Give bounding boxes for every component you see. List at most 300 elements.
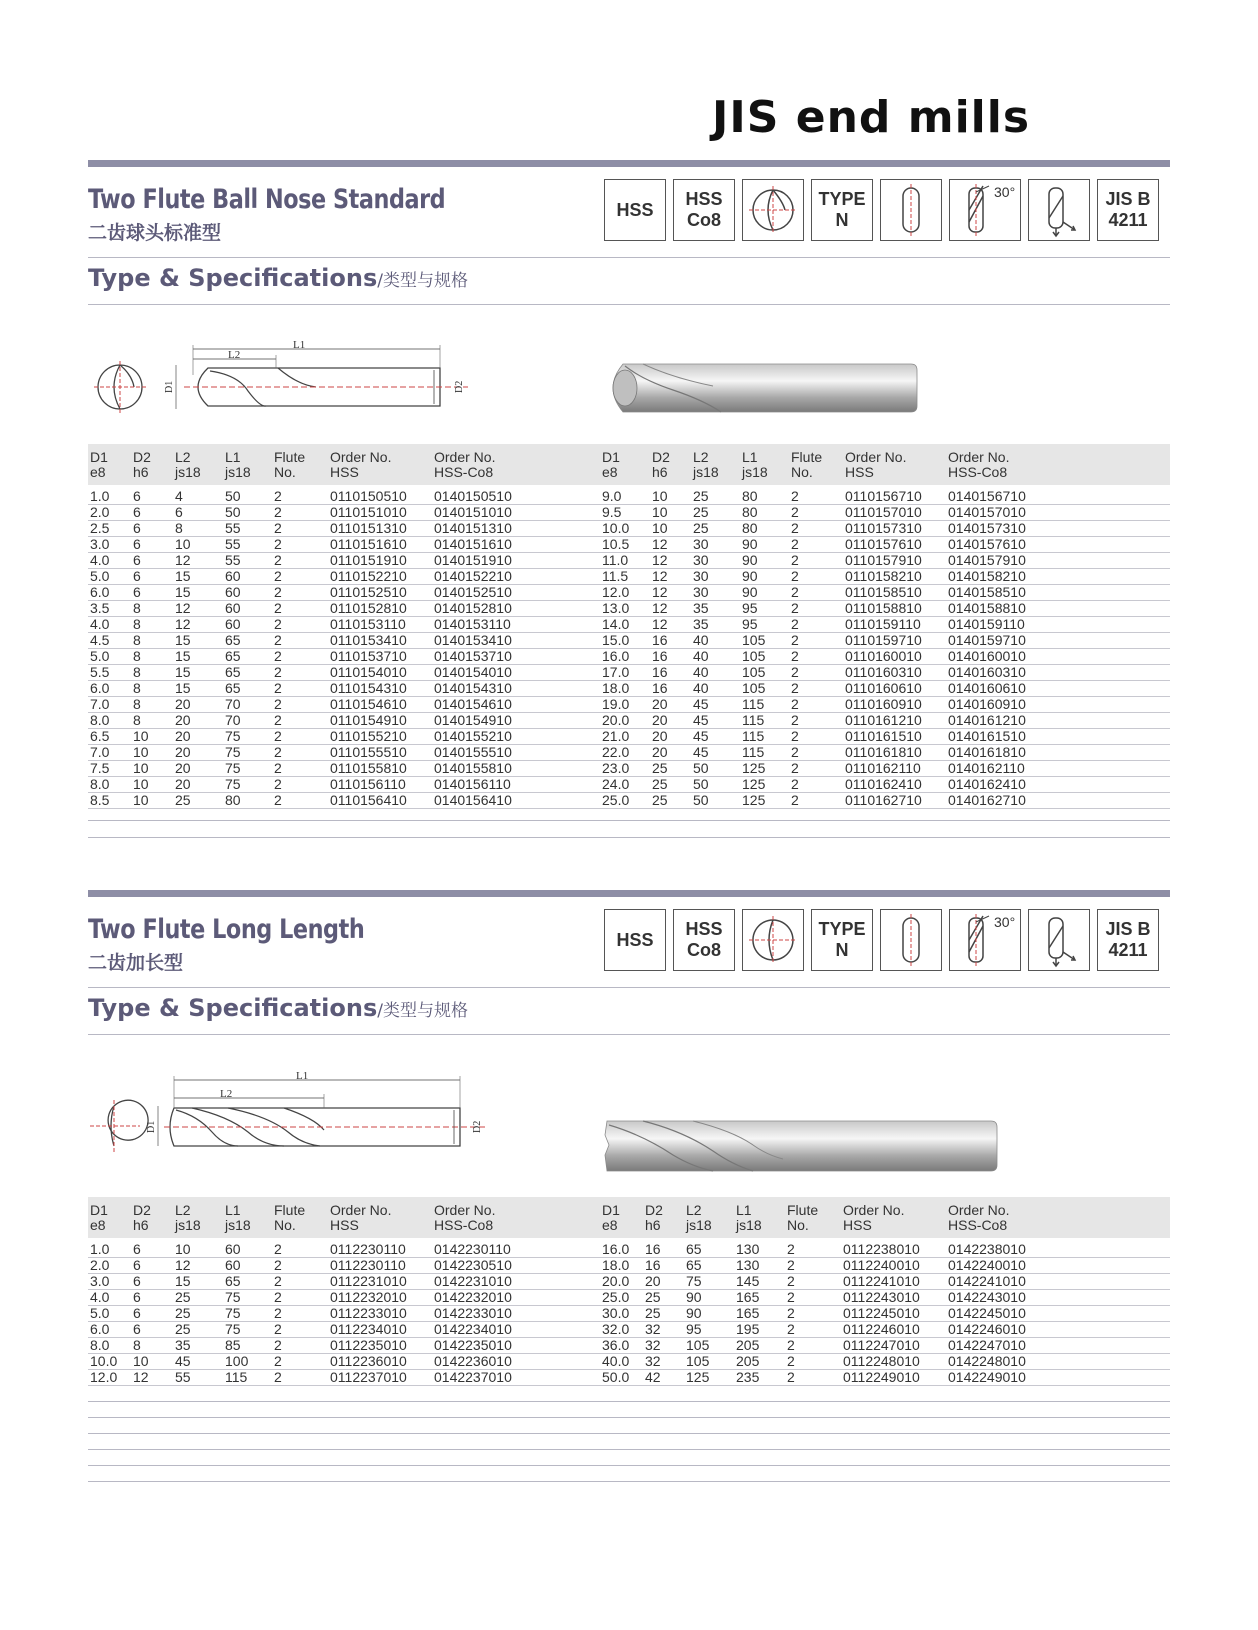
cell-l1: 115 — [742, 744, 765, 760]
cell-l2: 30 — [693, 552, 709, 568]
table-row — [88, 648, 1170, 665]
cell-order-hss: 0110159710 — [845, 632, 922, 648]
divider — [88, 304, 1170, 305]
cell-l2: 25 — [175, 1289, 191, 1305]
cell-order-co8: 0140154010 — [434, 664, 512, 680]
col-l2-tol: js18 — [175, 464, 201, 480]
helix-angle-icon — [949, 909, 1021, 971]
cell-d2: 6 — [133, 1241, 141, 1257]
cell-l2: 30 — [693, 568, 709, 584]
cell-l2: 15 — [175, 664, 191, 680]
cell-flute: 2 — [274, 1241, 282, 1257]
cell-l2: 8 — [175, 520, 183, 536]
cell-d2: 10 — [133, 760, 149, 776]
cell-l1: 195 — [736, 1321, 760, 1337]
cell-d2: 20 — [645, 1273, 661, 1289]
cell-order-hss: 0112230110 — [330, 1257, 406, 1273]
cell-l1: 75 — [225, 1289, 241, 1305]
cell-l1: 165 — [736, 1289, 760, 1305]
cell-l2: 20 — [175, 776, 191, 792]
cell-d1: 4.0 — [90, 552, 110, 568]
cell-flute: 2 — [791, 760, 799, 776]
cell-l1: 60 — [225, 616, 241, 632]
cell-d2: 25 — [652, 792, 668, 808]
end-mill-section-icon — [742, 909, 804, 971]
cell-l1: 205 — [736, 1337, 760, 1353]
badge-hss-label: HSS — [616, 199, 654, 220]
cell-l2: 35 — [175, 1337, 191, 1353]
cell-d2: 20 — [652, 744, 668, 760]
cell-order-co8: 0140151310 — [434, 520, 512, 536]
cell-d1: 11.0 — [602, 552, 629, 568]
cell-order-hss: 0110154610 — [330, 696, 407, 712]
col-order-hss: Order No. — [845, 449, 907, 465]
cell-order-co8: 0140162110 — [948, 760, 1025, 776]
cell-l1: 115 — [742, 712, 765, 728]
cell-order-co8: 0140154910 — [434, 712, 512, 728]
col-flute: Flute — [787, 1202, 819, 1218]
badge-hss — [604, 909, 666, 971]
cell-d1: 16.0 — [602, 648, 630, 664]
cell-order-co8: 0140161510 — [948, 728, 1026, 744]
spec-heading-cn: /类型与规格 — [377, 1001, 468, 1021]
cell-l2: 20 — [175, 760, 191, 776]
cell-flute: 2 — [274, 1321, 282, 1337]
cell-l1: 115 — [742, 696, 765, 712]
cell-l2: 20 — [175, 712, 191, 728]
spec-heading-en: Type & Specifications — [88, 264, 378, 292]
cell-order-co8: 0140157610 — [948, 536, 1026, 552]
cell-l1: 65 — [225, 632, 241, 648]
cell-order-co8: 0142241010 — [948, 1273, 1026, 1289]
cell-order-co8: 0142243010 — [948, 1289, 1026, 1305]
cell-d2: 12 — [652, 552, 668, 568]
cell-order-co8: 0142232010 — [434, 1289, 512, 1305]
cell-d1: 1.0 — [90, 488, 110, 504]
cell-order-co8: 0140161210 — [948, 712, 1026, 728]
cell-order-co8: 0142230110 — [434, 1241, 511, 1257]
cell-d1: 2.0 — [90, 1257, 110, 1273]
cell-l1: 75 — [225, 728, 241, 744]
cell-l1: 90 — [742, 584, 758, 600]
cell-d1: 5.5 — [90, 664, 110, 680]
cell-order-hss: 0110162110 — [845, 760, 921, 776]
cell-l2: 15 — [175, 680, 191, 696]
cell-l2: 12 — [175, 600, 191, 616]
cell-flute: 2 — [787, 1289, 795, 1305]
table-row — [88, 504, 1170, 521]
cell-order-co8: 0142248010 — [948, 1353, 1026, 1369]
cell-d1: 7.5 — [90, 760, 110, 776]
cell-flute: 2 — [274, 584, 282, 600]
cell-flute: 2 — [791, 600, 799, 616]
cell-order-hss: 0110160310 — [845, 664, 922, 680]
cell-order-co8: 0142237010 — [434, 1369, 512, 1385]
divider — [88, 1034, 1170, 1035]
cell-d2: 6 — [133, 520, 141, 536]
cell-d2: 6 — [133, 1289, 141, 1305]
cell-flute: 2 — [274, 632, 282, 648]
badge-hss-co8 — [673, 909, 735, 971]
cell-l1: 75 — [225, 1305, 241, 1321]
col-d2-tol: h6 — [133, 1217, 149, 1233]
cell-l1: 50 — [225, 504, 241, 520]
cell-order-hss: 0110155510 — [330, 744, 407, 760]
cell-order-co8: 0140152210 — [434, 568, 512, 584]
page-title: JIS end mills — [712, 92, 1031, 143]
cell-order-co8: 0142235010 — [434, 1337, 512, 1353]
dim-l1-label: L1 — [296, 1070, 309, 1082]
cell-l1: 105 — [742, 680, 766, 696]
cell-flute: 2 — [274, 1369, 282, 1385]
cell-order-co8: 0140154610 — [434, 696, 512, 712]
col-order-hss: Order No. — [843, 1202, 905, 1218]
cell-d1: 18.0 — [602, 680, 630, 696]
cell-d2: 20 — [652, 728, 668, 744]
cell-flute: 2 — [274, 792, 282, 808]
cell-l2: 25 — [175, 1321, 191, 1337]
col-order-co8: Order No. — [948, 449, 1010, 465]
cell-l2: 50 — [693, 776, 709, 792]
cell-d1: 15.0 — [602, 632, 630, 648]
cell-l2: 6 — [175, 504, 183, 520]
cell-d2: 25 — [652, 760, 668, 776]
cell-d1: 10.0 — [602, 520, 630, 536]
divider — [88, 987, 1170, 988]
cell-flute: 2 — [787, 1273, 795, 1289]
table-row — [88, 792, 1170, 809]
col-order-hss-sub: HSS — [845, 464, 874, 480]
table-row — [88, 680, 1170, 697]
section-ball-nose-standard — [88, 160, 1170, 850]
cell-order-co8: 0140151910 — [434, 552, 512, 568]
col-flute: Flute — [274, 449, 306, 465]
cell-d2: 16 — [652, 680, 668, 696]
cell-flute: 2 — [787, 1241, 795, 1257]
cell-flute: 2 — [787, 1353, 795, 1369]
cell-d1: 8.0 — [90, 712, 110, 728]
cell-l1: 80 — [742, 488, 758, 504]
cell-d1: 20.0 — [602, 712, 630, 728]
col-d1: D1 — [602, 449, 620, 465]
cell-d2: 10 — [652, 488, 668, 504]
cell-order-co8: 0140162710 — [948, 792, 1026, 808]
cell-order-hss: 0110156410 — [330, 792, 407, 808]
cell-l1: 60 — [225, 584, 241, 600]
col-flute-no: No. — [787, 1217, 809, 1233]
cell-d2: 6 — [133, 1321, 141, 1337]
section-top-bar — [88, 890, 1170, 897]
cell-l2: 25 — [175, 792, 191, 808]
cell-order-co8: 0140153710 — [434, 648, 512, 664]
cell-l2: 15 — [175, 568, 191, 584]
cell-l1: 95 — [742, 616, 758, 632]
cell-d1: 2.5 — [90, 520, 110, 536]
col-d1-tol: e8 — [90, 464, 106, 480]
table-row — [88, 696, 1170, 713]
cell-order-hss: 0110160010 — [845, 648, 922, 664]
col-flute: Flute — [274, 1202, 306, 1218]
cell-d2: 6 — [133, 1273, 141, 1289]
cell-flute: 2 — [791, 536, 799, 552]
cell-l2: 12 — [175, 616, 191, 632]
cell-l1: 85 — [225, 1337, 241, 1353]
cell-flute: 2 — [274, 728, 282, 744]
cell-order-hss: 0112238010 — [843, 1241, 920, 1257]
cell-order-hss: 0112231010 — [330, 1273, 407, 1289]
col-order-hss-sub: HSS — [330, 464, 359, 480]
cell-flute: 2 — [274, 648, 282, 664]
cell-flute: 2 — [791, 680, 799, 696]
badge-type-n — [811, 179, 873, 241]
cell-l1: 90 — [742, 552, 758, 568]
col-l1: L1 — [225, 1202, 241, 1218]
cell-d2: 8 — [133, 648, 141, 664]
table-row — [88, 552, 1170, 569]
cell-flute: 2 — [787, 1337, 795, 1353]
cell-order-hss: 0110162710 — [845, 792, 922, 808]
cell-l2: 25 — [693, 520, 709, 536]
cell-l2: 15 — [175, 648, 191, 664]
cell-l2: 35 — [693, 616, 709, 632]
cell-order-hss: 0110161510 — [845, 728, 922, 744]
dim-d1-label: D1 — [164, 380, 175, 393]
ball-nose-tool-image — [603, 360, 923, 416]
cell-l2: 15 — [175, 632, 191, 648]
dim-l2-label: L2 — [228, 349, 241, 361]
cell-d2: 25 — [652, 776, 668, 792]
cell-d2: 10 — [133, 776, 149, 792]
cell-order-co8: 0140153410 — [434, 632, 512, 648]
cell-order-hss: 0110162410 — [845, 776, 922, 792]
cell-l2: 105 — [686, 1337, 710, 1353]
col-flute-no: No. — [791, 464, 813, 480]
cell-order-hss: 0112245010 — [843, 1305, 920, 1321]
cell-order-co8: 0140157910 — [948, 552, 1026, 568]
cell-flute: 2 — [791, 664, 799, 680]
cell-d2: 32 — [645, 1353, 661, 1369]
cell-d1: 50.0 — [602, 1369, 630, 1385]
cell-order-hss: 0112232010 — [330, 1289, 407, 1305]
cell-l1: 130 — [736, 1241, 760, 1257]
cell-l2: 55 — [175, 1369, 191, 1385]
cell-flute: 2 — [274, 520, 282, 536]
cell-order-hss: 0110151310 — [330, 520, 407, 536]
cell-order-co8: 0140158810 — [948, 600, 1026, 616]
cell-l1: 70 — [225, 712, 241, 728]
cell-order-hss: 0112249010 — [843, 1369, 920, 1385]
table-row — [88, 744, 1170, 761]
table-row — [88, 616, 1170, 633]
table-row — [88, 760, 1170, 777]
cell-d1: 8.5 — [90, 792, 110, 808]
cell-flute: 2 — [791, 584, 799, 600]
col-d1: D1 — [90, 449, 108, 465]
badge-hss-co8-line2: Co8 — [686, 940, 721, 960]
col-flute-no: No. — [274, 1217, 296, 1233]
cell-flute: 2 — [787, 1305, 795, 1321]
col-flute: Flute — [791, 449, 823, 465]
cell-d1: 11.5 — [602, 568, 629, 584]
table-row — [88, 536, 1170, 553]
cell-flute: 2 — [274, 1257, 282, 1273]
spec-heading — [88, 264, 468, 292]
cell-order-hss: 0112247010 — [843, 1337, 920, 1353]
cell-d1: 7.0 — [90, 744, 110, 760]
cell-flute: 2 — [791, 632, 799, 648]
cell-order-hss: 0110157910 — [845, 552, 922, 568]
cell-l1: 95 — [742, 600, 758, 616]
cell-order-co8: 0142238010 — [948, 1241, 1026, 1257]
cell-l1: 115 — [225, 1369, 248, 1385]
cell-d1: 6.0 — [90, 1321, 110, 1337]
table-row — [88, 712, 1170, 729]
cell-d2: 6 — [133, 584, 141, 600]
cell-l1: 125 — [742, 792, 766, 808]
cell-d2: 42 — [645, 1369, 661, 1385]
cell-l2: 12 — [175, 552, 191, 568]
cell-order-co8: 0142240010 — [948, 1257, 1026, 1273]
col-flute-no: No. — [274, 464, 296, 480]
cell-order-co8: 0142231010 — [434, 1273, 512, 1289]
cell-d2: 8 — [133, 1337, 141, 1353]
cell-flute: 2 — [791, 792, 799, 808]
cell-d1: 5.0 — [90, 648, 110, 664]
cell-l1: 105 — [742, 664, 766, 680]
table-row — [88, 1257, 1170, 1274]
section-top-bar — [88, 160, 1170, 167]
cell-l1: 115 — [742, 728, 765, 744]
col-l1-tol: js18 — [742, 464, 768, 480]
divider — [88, 1401, 1170, 1402]
cell-flute: 2 — [791, 776, 799, 792]
cell-order-hss: 0112235010 — [330, 1337, 407, 1353]
spec-heading — [88, 994, 468, 1022]
badge-type-line2: N — [835, 940, 849, 960]
cell-flute: 2 — [274, 536, 282, 552]
col-d2-tol: h6 — [133, 464, 149, 480]
cell-l2: 25 — [693, 488, 709, 504]
table-row — [88, 1369, 1170, 1386]
cell-order-co8: 0140155210 — [434, 728, 512, 744]
cell-order-hss: 0112234010 — [330, 1321, 407, 1337]
cell-d1: 6.5 — [90, 728, 110, 744]
cell-d2: 12 — [652, 536, 668, 552]
section-long-length — [88, 890, 1170, 1490]
divider — [88, 257, 1170, 258]
cell-order-hss: 0110161810 — [845, 744, 922, 760]
cell-flute: 2 — [787, 1321, 795, 1337]
cell-l1: 130 — [736, 1257, 760, 1273]
col-order-hss: Order No. — [330, 1202, 392, 1218]
cell-d2: 10 — [133, 744, 149, 760]
cell-order-co8: 0142245010 — [948, 1305, 1026, 1321]
cell-d1: 9.5 — [602, 504, 622, 520]
badge-type-line1: TYPE — [818, 189, 866, 209]
badge-hss-co8-line2: Co8 — [686, 210, 721, 230]
cell-order-co8: 0140156110 — [434, 776, 511, 792]
cell-d1: 25.0 — [602, 792, 630, 808]
cell-order-co8: 0140160910 — [948, 696, 1026, 712]
col-l2-tol: js18 — [693, 464, 719, 480]
cell-order-hss: 0110161210 — [845, 712, 922, 728]
cell-l1: 90 — [742, 536, 758, 552]
cell-order-co8: 0140152510 — [434, 584, 512, 600]
cell-d2: 8 — [133, 600, 141, 616]
long-length-tool-image — [603, 1115, 1003, 1177]
cell-flute: 2 — [791, 520, 799, 536]
col-order-hss-sub: HSS — [843, 1217, 872, 1233]
cell-flute: 2 — [791, 648, 799, 664]
property-badges — [604, 179, 1159, 241]
cell-order-co8: 0142234010 — [434, 1321, 512, 1337]
cell-d1: 12.0 — [90, 1369, 118, 1385]
badge-hss-co8 — [673, 179, 735, 241]
cell-l2: 12 — [175, 1257, 191, 1273]
cell-d1: 16.0 — [602, 1241, 630, 1257]
divider — [88, 837, 1170, 838]
table-row — [88, 1289, 1170, 1306]
cell-flute: 2 — [274, 1273, 282, 1289]
badge-type-n — [811, 909, 873, 971]
col-d2: D2 — [133, 449, 151, 465]
cell-l1: 80 — [742, 520, 758, 536]
table-row — [88, 488, 1170, 505]
cell-order-co8: 0142236010 — [434, 1353, 512, 1369]
cell-order-hss: 0110156710 — [845, 488, 922, 504]
col-order-co8-sub: HSS-Co8 — [948, 464, 1008, 480]
cell-d2: 25 — [645, 1289, 661, 1305]
table-row — [88, 1241, 1170, 1258]
col-d2-tol: h6 — [645, 1217, 661, 1233]
badge-jis-line1: JIS B — [1105, 189, 1151, 209]
property-badges — [604, 909, 1159, 971]
cell-d2: 8 — [133, 632, 141, 648]
cell-d1: 1.0 — [90, 1241, 110, 1257]
cell-l1: 60 — [225, 1257, 241, 1273]
cell-l1: 125 — [742, 776, 766, 792]
cell-d1: 8.0 — [90, 776, 110, 792]
cell-l2: 95 — [686, 1321, 702, 1337]
cell-l2: 4 — [175, 488, 183, 504]
cell-l1: 60 — [225, 1241, 241, 1257]
table-row — [88, 584, 1170, 601]
cell-flute: 2 — [274, 1305, 282, 1321]
cell-order-hss: 0110154010 — [330, 664, 407, 680]
cell-l1: 105 — [742, 648, 766, 664]
cell-d1: 25.0 — [602, 1289, 630, 1305]
table-row — [88, 776, 1170, 793]
col-d2: D2 — [133, 1202, 151, 1218]
cell-l1: 80 — [742, 504, 758, 520]
cell-l1: 55 — [225, 520, 241, 536]
cell-flute: 2 — [791, 744, 799, 760]
cell-order-hss: 0110153710 — [330, 648, 407, 664]
cell-d2: 16 — [652, 664, 668, 680]
cell-l1: 125 — [742, 760, 766, 776]
cell-flute: 2 — [791, 568, 799, 584]
table-row — [88, 1273, 1170, 1290]
cutting-direction-icon — [1028, 179, 1090, 241]
cell-d1: 6.0 — [90, 584, 110, 600]
cell-d2: 10 — [133, 1353, 149, 1369]
table-row — [88, 1305, 1170, 1322]
cell-d1: 22.0 — [602, 744, 630, 760]
cell-order-hss: 0110155210 — [330, 728, 407, 744]
cell-l2: 105 — [686, 1353, 710, 1369]
cell-l2: 25 — [175, 1305, 191, 1321]
cell-d1: 6.0 — [90, 680, 110, 696]
